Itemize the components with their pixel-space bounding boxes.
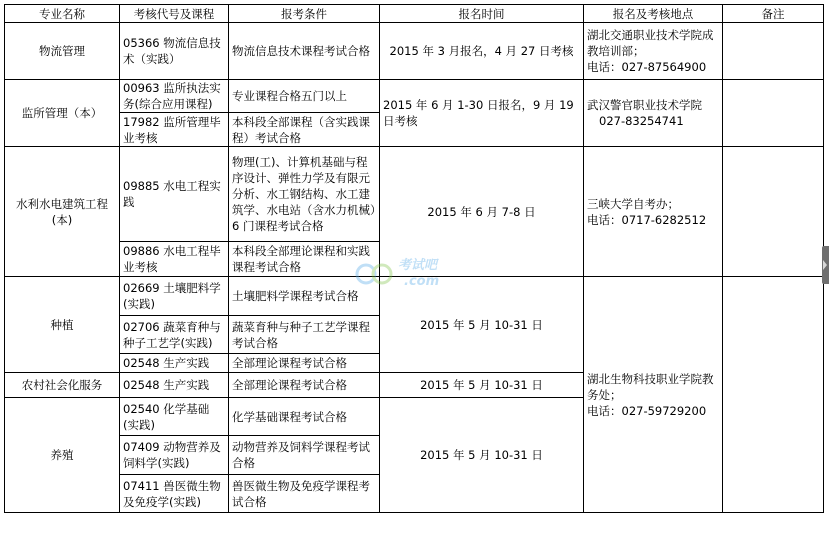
major-cell: 水利水电建筑工程(本)	[5, 147, 120, 277]
requirement-cell: 化学基础课程考试合格	[229, 398, 380, 436]
time-cell: 2015 年 5 月 10-31 日	[380, 373, 584, 398]
major-cell: 监所管理（本）	[5, 80, 120, 147]
location-phone: 电话：027-87564900	[587, 60, 707, 74]
watermark-text: 考试吧	[398, 258, 438, 273]
course-cell: 02548 生产实践	[120, 354, 229, 373]
course-cell: 09886 水电工程毕业考核	[120, 242, 229, 277]
course-cell: 17982 监所管理毕业考核	[120, 113, 229, 147]
requirement-cell: 本科段全部理论课程和实践课程考试合格	[229, 242, 380, 277]
header-row	[5, 5, 824, 23]
course-cell: 07411 兽医微生物及免疫学(实践)	[120, 475, 229, 513]
course-cell: 07409 动物营养及饲料学(实践)	[120, 436, 229, 475]
time-cell: 2015 年 5 月 10-31 日	[380, 277, 584, 373]
table-row	[5, 23, 824, 80]
requirement-cell: 兽医微生物及免疫学课程考试合格	[229, 475, 380, 513]
requirement-cell: 土壤肥料学课程考试合格	[229, 277, 380, 316]
location-name: 三峡大学自考办；	[587, 196, 679, 211]
notes-cell	[723, 277, 824, 513]
course-cell: 09885 水电工程实践	[120, 147, 229, 242]
requirement-cell: 物流信息技术课程考试合格	[229, 23, 380, 80]
notes-cell	[723, 23, 824, 80]
location-phone: 027-83254741	[599, 114, 684, 128]
notes-cell	[723, 80, 824, 147]
location-cell	[584, 80, 723, 147]
location-cell	[584, 23, 723, 80]
requirement-cell: 全部理论课程考试合格	[229, 373, 380, 398]
major-cell: 种植	[5, 277, 120, 373]
location-phone: 电话：0717-6282512	[587, 212, 707, 227]
table-row	[5, 147, 824, 242]
major-cell: 养殖	[5, 398, 120, 513]
major-cell: 农村社会化服务	[5, 373, 120, 398]
exam-schedule-table	[4, 4, 824, 513]
requirement-cell: 蔬菜育种与种子工艺学课程考试合格	[229, 316, 380, 354]
course-cell: 02669 土壤肥料学(实践)	[120, 277, 229, 316]
course-cell: 02706 蔬菜育种与种子工艺学(实践)	[120, 316, 229, 354]
course-cell: 05366 物流信息技术（实践）	[120, 23, 229, 80]
course-cell: 02540 化学基础(实践)	[120, 398, 229, 436]
time-cell: 2015 年 3 月报名，4 月 27 日考核	[380, 23, 584, 80]
location-name: 湖北生物科技职业学院教务处；	[587, 371, 714, 402]
location-cell	[584, 147, 723, 277]
header-location: 报名及考核地点	[584, 5, 723, 23]
course-cell: 00963 监所执法实务(综合应用课程)	[120, 80, 229, 113]
course-cell: 02548 生产实践	[120, 373, 229, 398]
header-notes: 备注	[723, 5, 824, 23]
location-cell	[584, 277, 723, 513]
location-name: 湖北交通职业技术学院成教培训部；	[587, 28, 714, 58]
header-requirement: 报考条件	[229, 5, 380, 23]
header-code-course: 考核代号及课程	[120, 5, 229, 23]
notes-cell	[723, 147, 824, 277]
table-row	[5, 277, 824, 316]
requirement-cell: 动物营养及饲料学课程考试合格	[229, 436, 380, 475]
time-cell: 2015 年 6 月 1-30 日报名，9 月 19 日考核	[380, 80, 584, 147]
time-cell: 2015 年 6 月 7-8 日	[380, 147, 584, 277]
requirement-cell: 本科段全部课程（含实践课程）考试合格	[229, 113, 380, 147]
requirement-cell: 专业课程合格五门以上	[229, 80, 380, 113]
side-scroll-tab[interactable]	[822, 246, 829, 284]
header-major: 专业名称	[5, 5, 120, 23]
time-cell: 2015 年 5 月 10-31 日	[380, 398, 584, 513]
requirement-cell: 全部理论课程考试合格	[229, 354, 380, 373]
table-row	[5, 80, 824, 113]
major-cell: 物流管理	[5, 23, 120, 80]
watermark-domain: .com	[404, 274, 440, 288]
requirement-cell: 物理(工)、计算机基础与程序设计、弹性力学及有限元分析、水工钢结构、水工建筑学、水电站（含水力机械）6 门课程考试合格	[229, 147, 380, 242]
location-name: 武汉警官职业技术学院	[587, 98, 702, 112]
header-time: 报名时间	[380, 5, 584, 23]
location-phone: 电话：027-59729200	[587, 403, 707, 418]
